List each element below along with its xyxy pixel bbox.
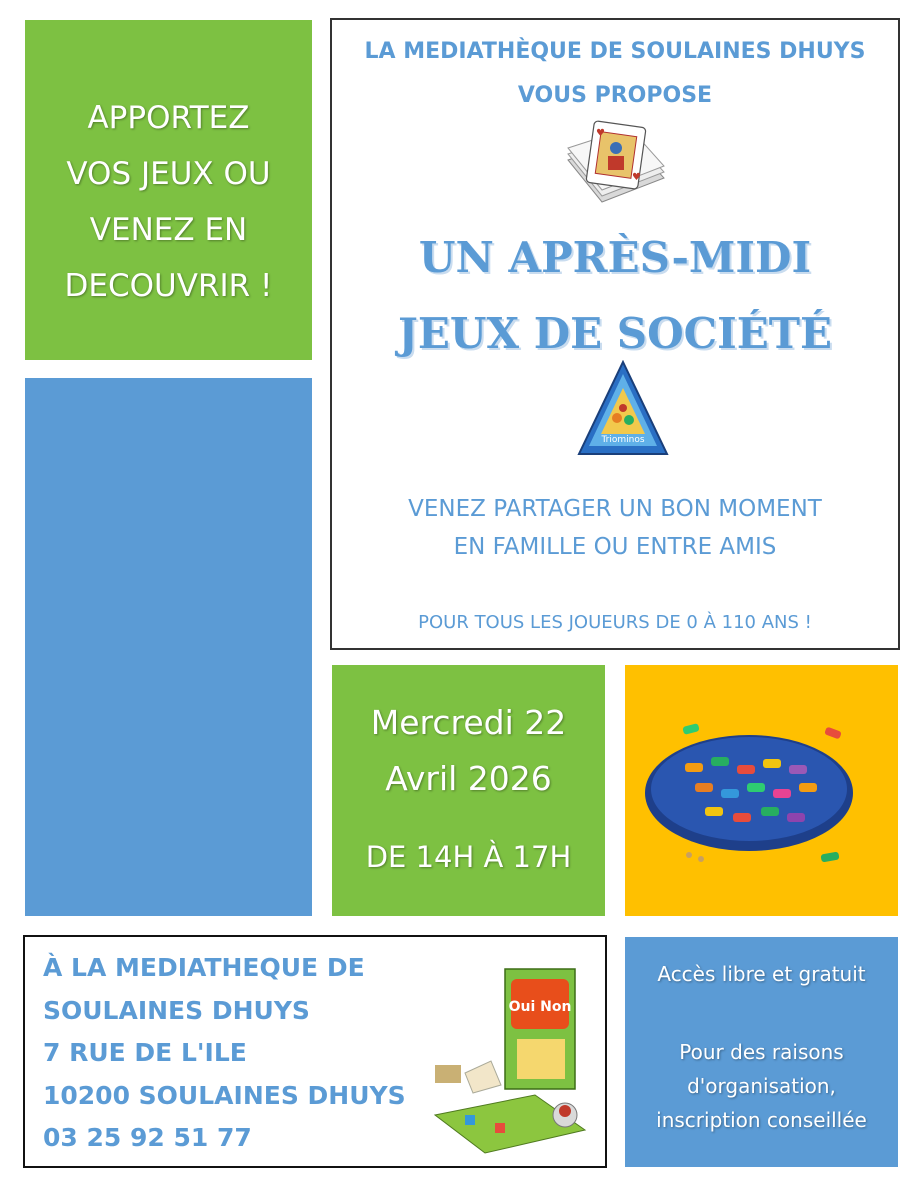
address-line: SOULAINES DHUYS bbox=[43, 995, 310, 1025]
promo-block bbox=[25, 20, 312, 360]
age-range-text: POUR TOUS LES JOUEURS DE 0 À 110 ANS ! bbox=[418, 612, 812, 633]
svg-text:♥: ♥ bbox=[596, 128, 605, 139]
note-line: Pour des raisons bbox=[679, 1040, 844, 1064]
invitation-line: EN FAMILLE OU ENTRE AMIS bbox=[453, 534, 777, 560]
note-line: inscription conseillée bbox=[656, 1108, 867, 1132]
organizer-header bbox=[332, 30, 898, 118]
event-hours: DE 14H À 17H bbox=[365, 840, 572, 874]
promo-line: VENEZ EN bbox=[89, 212, 248, 248]
oui-non-game-illustration bbox=[425, 965, 595, 1155]
event-info-box bbox=[330, 18, 900, 650]
title-line: UN APRÈS-MIDI bbox=[418, 233, 812, 282]
ouinon-brand-label: Oui Non bbox=[508, 999, 572, 1015]
promo-text bbox=[25, 90, 312, 314]
promo-line: DECOUVRIR ! bbox=[64, 268, 273, 304]
playing-cards-illustration bbox=[560, 120, 668, 210]
header-line: VOUS PROPOSE bbox=[517, 83, 713, 108]
decorative-blue-panel bbox=[25, 378, 312, 916]
event-title bbox=[332, 220, 898, 372]
event-date bbox=[332, 695, 605, 807]
invitation-text bbox=[332, 490, 898, 566]
date-line: Avril 2026 bbox=[385, 759, 552, 798]
svg-text:♥: ♥ bbox=[632, 172, 641, 183]
address-line: 10200 SOULAINES DHUYS bbox=[43, 1080, 406, 1110]
venue-address bbox=[43, 947, 406, 1160]
header-line: LA MEDIATHÈQUE DE SOULAINES DHUYS bbox=[364, 39, 866, 64]
phone-number: 03 25 92 51 77 bbox=[43, 1123, 252, 1152]
date-line: Mercredi 22 bbox=[370, 703, 567, 742]
registration-note bbox=[625, 1035, 898, 1137]
free-access-text: Accès libre et gratuit bbox=[657, 962, 866, 986]
triomino-brand-label: Triominos bbox=[601, 435, 645, 445]
invitation-line: VENEZ PARTAGER UN BON MOMENT bbox=[408, 496, 822, 522]
access-info-box bbox=[625, 937, 898, 1167]
address-box bbox=[23, 935, 607, 1168]
title-line: JEUX DE SOCIÉTÉ bbox=[397, 309, 833, 358]
promo-line: VOS JEUX OU bbox=[66, 156, 271, 192]
candy-game-panel bbox=[625, 665, 898, 916]
triomino-game-illustration bbox=[577, 360, 669, 458]
address-line: 7 RUE DE L'ILE bbox=[43, 1038, 247, 1067]
candy-board-game-illustration bbox=[625, 665, 898, 916]
address-line: À LA MEDIATHEQUE DE bbox=[43, 953, 365, 982]
note-line: d'organisation, bbox=[687, 1074, 836, 1098]
date-box bbox=[332, 665, 605, 916]
promo-line: APPORTEZ bbox=[87, 100, 250, 136]
